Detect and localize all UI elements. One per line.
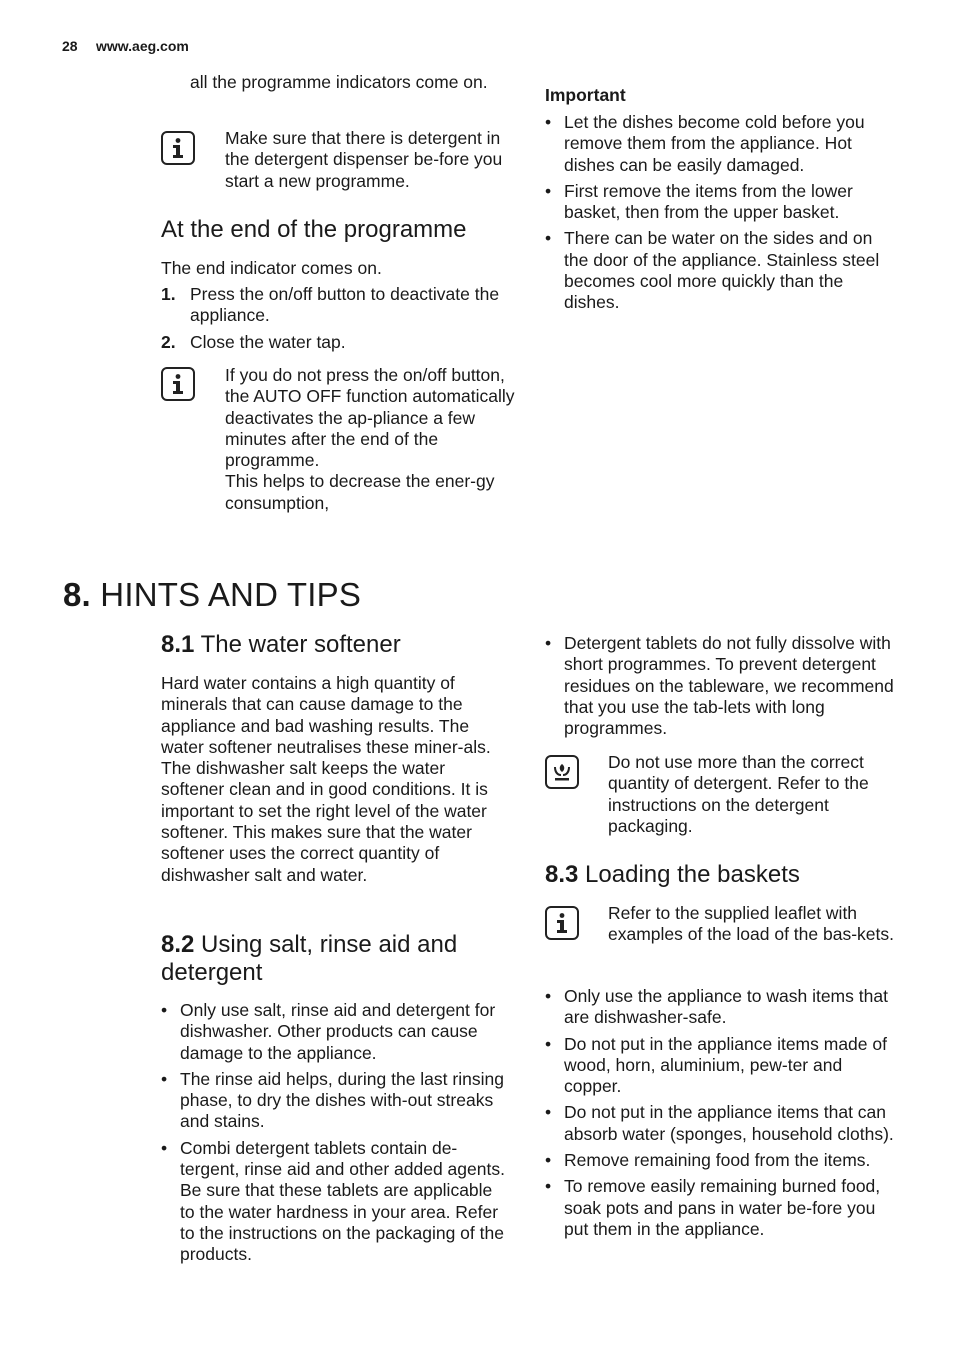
info-icon xyxy=(161,367,195,401)
list-item: • Let the dishes become cold before you remove them from the appliance. Hot dishes can be easily damaged. xyxy=(545,112,897,176)
environment-icon xyxy=(545,755,579,789)
list-item: • Only use the appliance to wash items that are dishwasher-safe. xyxy=(545,986,897,1029)
detergent-tablets-list xyxy=(545,633,897,744)
end-programme-heading: At the end of the programme xyxy=(161,216,467,243)
load-baskets-note: Refer to the supplied leaflet with examples of the load of the bas-kets. xyxy=(608,903,894,945)
salt-rinse-list xyxy=(161,1000,506,1271)
list-item: 2. Close the water tap. xyxy=(161,331,346,352)
important-label: Important xyxy=(545,85,626,105)
section-8-2-heading: 8.2 Using salt, rinse aid and detergent xyxy=(161,931,458,986)
section-8-3-heading: 8.3 Loading the baskets xyxy=(545,861,800,888)
section-8-1-heading: 8.1 The water softener xyxy=(161,631,401,658)
list-item: 1. Press the on/off button to deactivate the appliance. xyxy=(161,284,500,326)
list-item: • Do not put in the appliance items made of wood, horn, aluminium, pew-ter and copper. xyxy=(545,1034,897,1098)
list-item: • Detergent tablets do not fully dissolve with short programmes. To prevent detergent residues on the tableware, we recommend that you use the tab-lets with long programmes. xyxy=(545,633,897,739)
info-icon xyxy=(161,131,195,165)
page-number: 28 xyxy=(62,38,78,54)
list-item: • There can be water on the sides and on the door of the appliance. Stainless steel becomes cool more quickly than the dishes. xyxy=(545,228,897,313)
chapter-heading: 8. HINTS AND TIPS xyxy=(63,576,362,613)
water-softener-text: Hard water contains a high quantity of minerals that can cause damage to the appliance and bad washing results. The water softener neutralises these miner-als. The dishwasher salt keeps the water softener clean and in good conditions. It is important to set the right level of the water softener. This makes sure that the water softener uses the correct quantity of dishwasher salt and water. xyxy=(161,673,491,885)
continuation-text: all the programme indicators come on. xyxy=(190,72,488,92)
detergent-note: Make sure that there is detergent in the detergent dispenser be-fore you start a new programme. xyxy=(225,128,503,191)
list-item: • The rinse aid helps, during the last rinsing phase, to dry the dishes with-out streaks and stains. xyxy=(161,1069,506,1133)
environment-note: Do not use more than the correct quantity of detergent. Refer to the instructions on the detergent packaging. xyxy=(608,752,869,836)
info-icon xyxy=(545,906,579,940)
list-item: • To remove easily remaining burned food, soak pots and pans in water be-fore you put them in the appliance. xyxy=(545,1176,897,1240)
list-item: • Only use salt, rinse aid and detergent for dishwasher. Other products can cause damage to the appliance. xyxy=(161,1000,506,1064)
list-item: • Remove remaining food from the items. xyxy=(545,1150,897,1171)
end-steps-list xyxy=(161,284,511,358)
end-intro: The end indicator comes on. xyxy=(161,258,382,278)
important-list xyxy=(545,112,897,319)
auto-off-note: If you do not press the on/off button, the AUTO OFF function automatically deactivates the ap-pliance a few minutes after the end of the programme. This helps to decrease the ener-gy consumption, xyxy=(225,365,515,513)
list-item: • Do not put in the appliance items that can absorb water (sponges, household cloths). xyxy=(545,1102,897,1145)
site-url: www.aeg.com xyxy=(96,38,189,54)
loading-list xyxy=(545,986,897,1245)
list-item: • First remove the items from the lower basket, then from the upper basket. xyxy=(545,181,897,224)
list-item: • Combi detergent tablets contain de-tergent, rinse aid and other added agents. Be sure that these tablets are applicable to the water hardness in your area. Refer to the instructions on the packaging of the products. xyxy=(161,1138,506,1266)
